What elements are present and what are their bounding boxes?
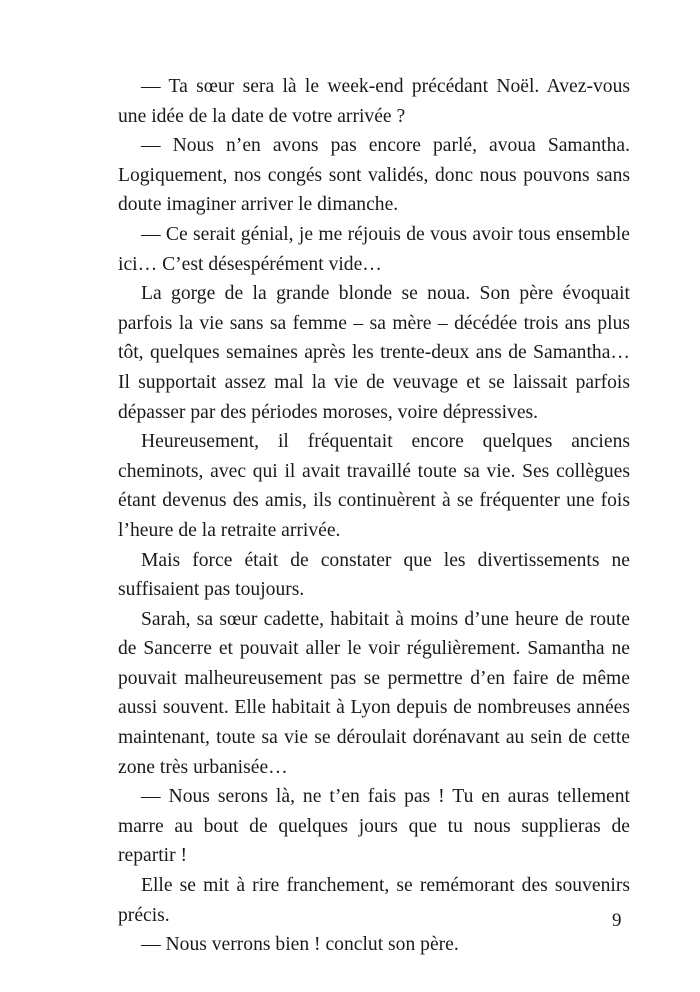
body-text — [118, 72, 630, 960]
paragraph-dialogue-4: — Nous serons là, ne t’en fais pas ! Tu en auras tellement marre au bout de quelques jours que tu nous supplieras de repartir ! — [118, 786, 630, 867]
paragraph-dialogue-1: — Ta sœur sera là le week-end précédant Noël. Avez-vous une idée de la date de votre arrivée ? — [118, 76, 630, 127]
paragraph-narrative-4: Sarah, sa sœur cadette, habitait à moins d’une heure de route de Sancerre et pouvait aller le voir régulièrement. Samantha ne pouvait malheureusement pas se permettre d’en faire de même aussi souvent. Elle habitait à Lyon depuis de nombreuses années maintenant, toute sa vie se déroulait dorénavant au sein de cette zone très urbanisée… — [118, 608, 630, 778]
paragraph-narrative-3: Mais force était de constater que les divertissements ne suffisaient pas toujours. — [118, 549, 630, 601]
page-number: 9 — [612, 910, 622, 931]
paragraph-dialogue-2: — Nous n’en avons pas encore parlé, avoua Samantha. Logiquement, nos congés sont validés, donc nous pouvons sans doute imaginer arriver le dimanche. — [118, 135, 630, 216]
paragraph-narrative-2: Heureusement, il fréquentait encore quelques anciens cheminots, avec qui il avait travaillé toute sa vie. Ses collègues étant devenus des amis, ils continuèrent à se fréquenter une fois l’heure de la retraite arrivée. — [118, 431, 630, 541]
paragraph-dialogue-5: — Nous verrons bien ! conclut son père. — [141, 934, 459, 956]
paragraph-dialogue-3: — Ce serait génial, je me réjouis de vous avoir tous ensemble ici… C’est désespérément vide… — [118, 223, 630, 275]
paragraph-narrative-5: Elle se mit à rire franchement, se remémorant des souvenirs précis. — [118, 875, 630, 926]
paragraph-narrative-1: La gorge de la grande blonde se noua. Son père évoquait parfois la vie sans sa femme – sa mère – décédée trois ans plus tôt, quelques semaines après les trente-deux ans de Samantha… Il supportait assez mal la vie de veuvage et se laissait parfois dépasser par des périodes moroses, voire dépressives. — [118, 283, 630, 423]
